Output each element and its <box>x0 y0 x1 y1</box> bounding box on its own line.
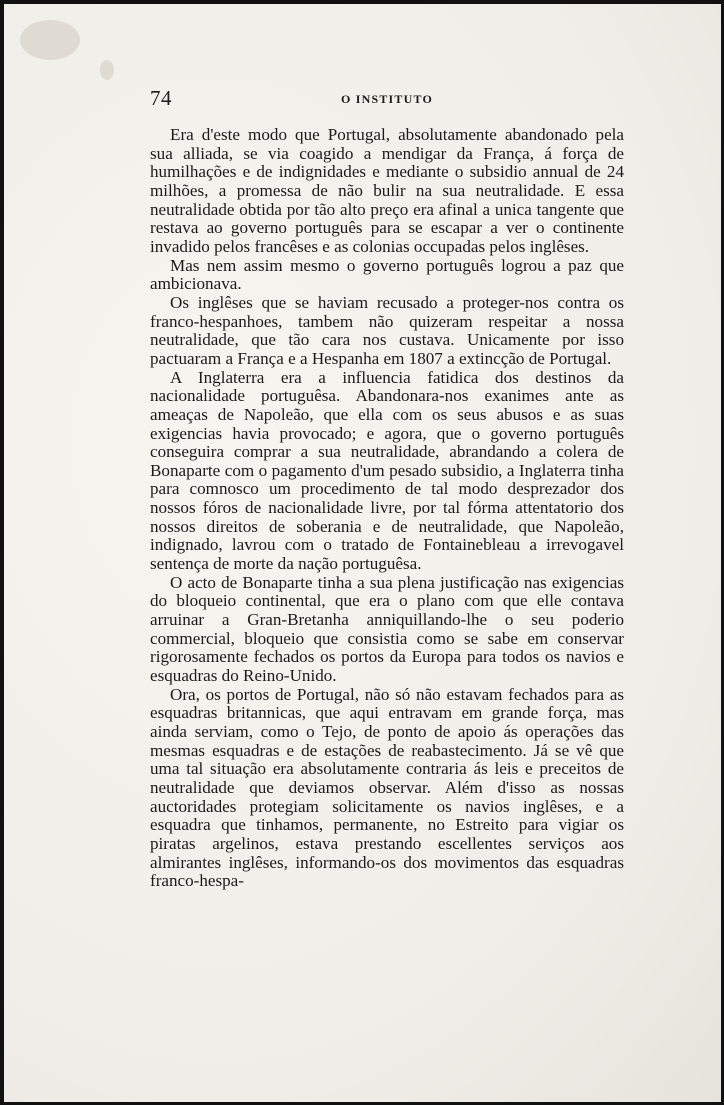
paper-stain <box>20 20 80 60</box>
scan-border-top <box>0 0 724 4</box>
page-number: 74 <box>150 86 172 110</box>
paragraph: Era d'este modo que Portugal, absolutamente abandonado pela sua alliada, se via coagido a mendigar da França, á força de humilhações e de indignidades e mediante o subsidio annual de 24 milhões, a promessa de não bulir na sua neutralidade. E essa neutralidade obtida por tão alto preço era afinal a unica tangente que restava ao governo português para se escapar a ver o continente invadido pelos francêses e as colonias occupadas pelos inglêses. <box>150 125 624 256</box>
text-body <box>150 126 624 891</box>
paragraph: Mas nem assim mesmo o governo português logrou a paz que ambicionava. <box>150 255 624 294</box>
page-header <box>150 86 624 112</box>
paragraph: Ora, os portos de Portugal, não só não estavam fechados para as esquadras britannicas, que aqui entravam em grande força, mas ainda serviam, como o Tejo, de ponto de apoio ás operações das mesmas esquadras e de estações de reabastecimento. Já se vê que uma tal situação era absolutamente contraria ás leis e preceitos de neutralidade que deviamos observar. Além d'isso as nossas auctoridades protegiam solicitamente os navios inglêses, e a esquadra que tinhamos, permanente, no Estreito para vigiar os piratas argelinos, estava prestando escellentes serviços aos almirantes inglêses, informando-os dos movimentos das esquadras franco-hespa- <box>150 684 624 891</box>
paragraph: Os inglêses que se haviam recusado a proteger-nos contra os franco-hespanhoes, tambem não quizeram respeitar a nossa neutralidade, que tão cara nos custava. Unicamente por isso pactuaram a França e a Hespanha em 1807 a extincção de Portugal. <box>150 292 624 368</box>
paragraph: A Inglaterra era a influencia fatidica dos destinos da nacionalidade portuguêsa. Abandonara-nos exanimes ante as ameaças de Napoleão, que ella com os seus abusos e as suas exigencias havia provocado; e agora, que o governo português conseguira comprar a sua neutralidade, abrandando a colera de Bonaparte com o pagamento d'um pesado subsidio, a Inglaterra tinha para comnosco um procedimento de tal modo desprezador dos nossos fóros de nacionalidade livre, por tal fórma attentatorio dos nossos direitos de soberania e de neutralidade, que Napoleão, indignado, lavrou com o tratado de Fontainebleau a irrevogavel sentença de morte da nação portuguêsa. <box>150 367 624 574</box>
running-title: O INSTITUTO <box>340 92 433 106</box>
paragraph: O acto de Bonaparte tinha a sua plena justificação nas exigencias do bloqueio continental, que era o plano com que elle contava arruinar a Gran-Bretanha anniquillando-lhe o seu poderio commercial, bloqueio que consistia como se sabe em conservar rigorosamente fechados os portos da Europa para todos os navios e esquadras do Reino-Unido. <box>150 572 624 686</box>
paper-stain <box>100 60 114 80</box>
scan-border-left <box>0 0 4 1105</box>
